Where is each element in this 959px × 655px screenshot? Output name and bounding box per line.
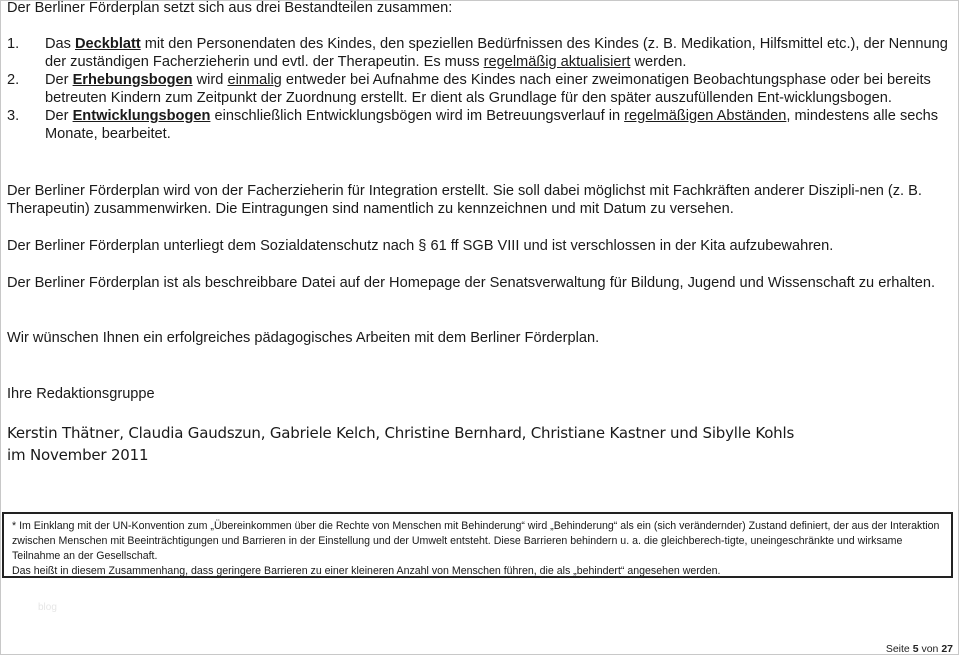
editorial-group-label: Ihre Redaktionsgruppe xyxy=(7,386,155,402)
footnote-explanation: Das heißt in diesem Zusammenhang, dass geringere Barrieren zu einer kleineren Anzahl von Menschen führen, die als „behindert“ angesehen werden. xyxy=(12,565,721,577)
date-line: im November 2011 xyxy=(7,446,149,464)
term-deckblatt: Deckblatt xyxy=(75,36,141,52)
editor-names: Kerstin Thätner, Claudia Gaudszun, Gabriele Kelch, Christine Bernhard, Christiane Kastner und Sibylle Kohls xyxy=(7,424,795,442)
list-number: 1. xyxy=(7,36,20,52)
list-number: 2. xyxy=(7,72,20,88)
total-pages: 27 xyxy=(941,643,953,655)
list-number: 3. xyxy=(7,108,20,124)
watermark: blog xyxy=(38,602,57,613)
paragraph-wishes: Wir wünschen Ihnen ein erfolgreiches pädagogisches Arbeiten mit dem Berliner Förderplan. xyxy=(7,330,600,346)
emphasis-text: einmalig xyxy=(227,72,282,88)
paragraph-author: Der Berliner Förderplan wird von der Facherzieherin für Integration erstellt. Sie soll dabei möglichst mit Fachkräften anderer Diszipli-nen (z. B. Therapeutin) zusammenwirken. Die Eintragungen sind namentlich zu kennzeichnen und mit Datum zu versehen. xyxy=(7,183,922,217)
paragraph-download: Der Berliner Förderplan ist als beschreibbare Datei auf der Homepage der Senatsverwaltung für Bildung, Jugend und Wissenschaft zu erhalten. xyxy=(7,275,936,291)
term-erhebungsbogen: Erhebungsbogen xyxy=(72,72,193,88)
emphasis-text: regelmäßig aktualisiert xyxy=(483,54,631,70)
emphasis-text: regelmäßigen Abständen xyxy=(624,108,787,124)
intro-text: Der Berliner Förderplan setzt sich aus drei Bestandteilen zusammen: xyxy=(7,0,453,16)
list-item: 2. Der Erhebungsbogen wird einmalig entweder bei Aufnahme des Kindes nach einer zweimonatigen Beobachtungsphase oder bei bereits betreuten Kindern zum Zeitpunkt der Zuordnung erstellt. Er dient als Grundlage für den später auszufüllenden Ent-wicklungsbogen. xyxy=(7,72,931,106)
footnote-box xyxy=(2,512,953,578)
list-item: 1. Das Deckblatt mit den Personendaten des Kindes, den speziellen Bedürfnissen des Kindes (z. B. Medikation, Hilfsmittel etc.), der Nennung der zuständigen Facherzieherin und evtl. der Therapeutin. Es muss regelmäßig aktualisiert werden. xyxy=(7,36,948,70)
footnote-definition: * Im Einklang mit der UN-Konvention zum „Übereinkommen über die Rechte von Menschen mit Behinderung“ wird „Behinderung“ als ein (sich verändernder) Zustand definiert, der aus der Interaktion zwischen Menschen mit Beeinträchtigungen und Barrieren in der Einstellung und der Umwelt entsteht. Diese Barrieren behindern u. a. die gleichberech-tigte, uneingeschränkte und wirksame Teilnahme an der Gesellschaft. xyxy=(12,520,940,562)
current-page: 5 xyxy=(912,643,919,655)
paragraph-privacy: Der Berliner Förderplan unterliegt dem Sozialdatenschutz nach § 61 ff SGB VIII und ist verschlossen in der Kita aufzubewahren. xyxy=(7,238,834,254)
term-entwicklungsbogen: Entwicklungsbogen xyxy=(72,108,211,124)
list-item: 3. Der Entwicklungsbogen einschließlich Entwicklungsbögen wird im Betreuungsverlauf in regelmäßigen Abständen, mindestens alle sechs Monate, bearbeitet. xyxy=(7,108,939,142)
page-number: Seite 5 von 27 xyxy=(885,643,953,655)
components-list xyxy=(7,35,952,143)
